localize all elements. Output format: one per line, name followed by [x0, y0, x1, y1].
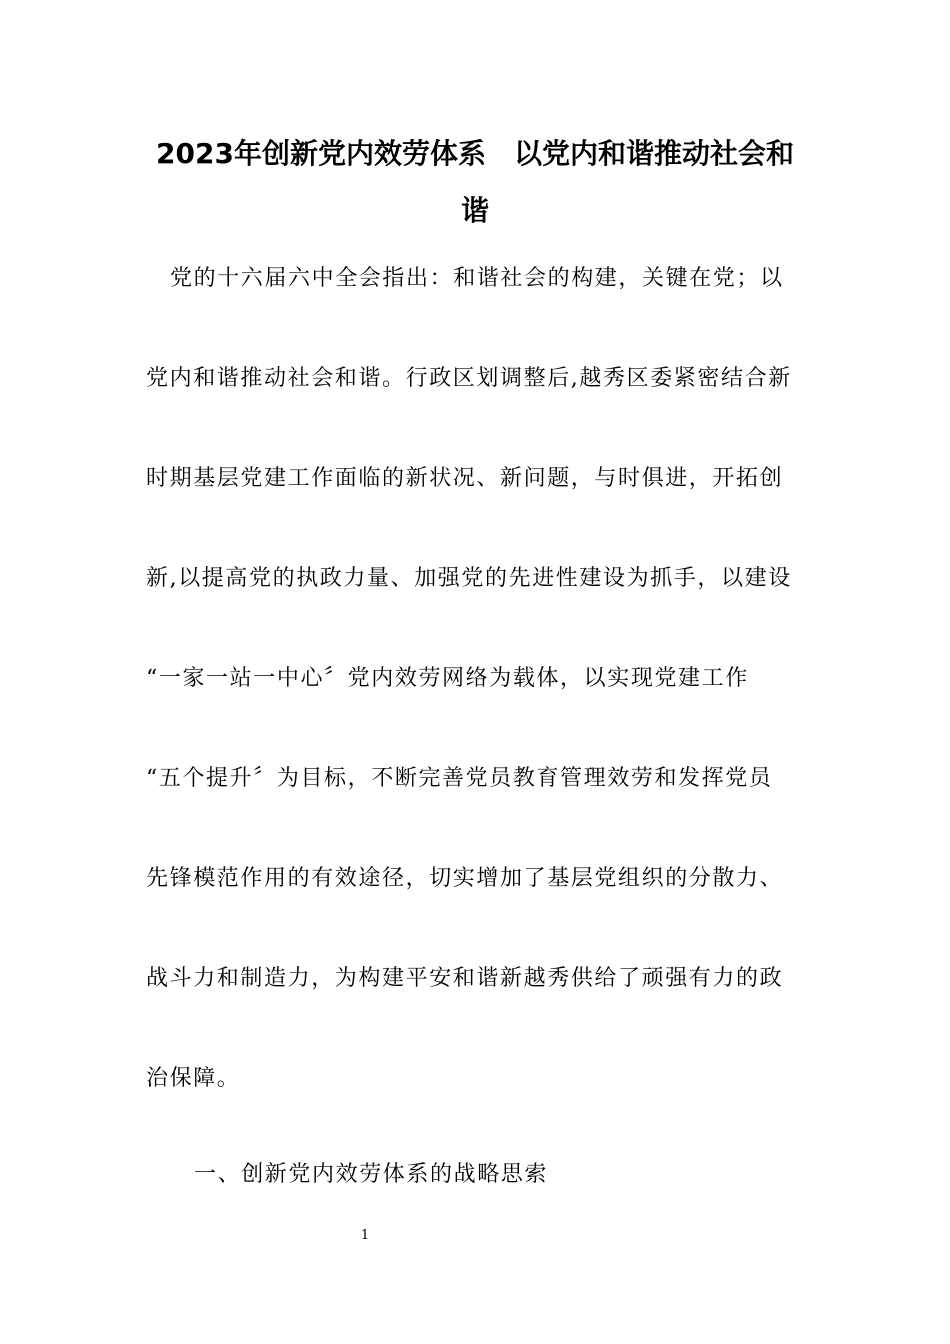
paragraph-line: 先锋模范作用的有效途径，切实增加了基层党组织的分散力、	[146, 866, 784, 891]
paragraph-line: 时期基层党建工作面临的新状况、新问题，与时俱进，开拓创	[146, 466, 784, 491]
paragraph-line: “五个提升〞为目标，不断完善党员教育管理效劳和发挥党员	[146, 766, 773, 791]
paragraph-line: 新,以提高党的执政力量、加强党的先进性建设为抓手，以建设	[146, 566, 792, 591]
paragraph-line: “一家一站一中心〞党内效劳网络为载体，以实现党建工作	[146, 666, 749, 691]
paragraph-line: 治保障。	[146, 1066, 241, 1091]
paragraph-line: 党内和谐推动社会和谐。行政区划调整后,越秀区委紧密结合新	[146, 366, 792, 391]
page-number: 1	[360, 1228, 370, 1243]
document-title-line-2: 谐	[460, 194, 489, 227]
paragraph-line: 党的十六届六中全会指出：和谐社会的构建，关键在党；以	[170, 266, 784, 291]
section-heading: 一、创新党内效劳体系的战略思索	[194, 1162, 549, 1187]
paragraph-line: 战斗力和制造力，为构建平安和谐新越秀供给了顽强有力的政	[146, 966, 784, 991]
document-title-line-1: 2023年创新党内效劳体系 以党内和谐推动社会和	[156, 137, 794, 170]
